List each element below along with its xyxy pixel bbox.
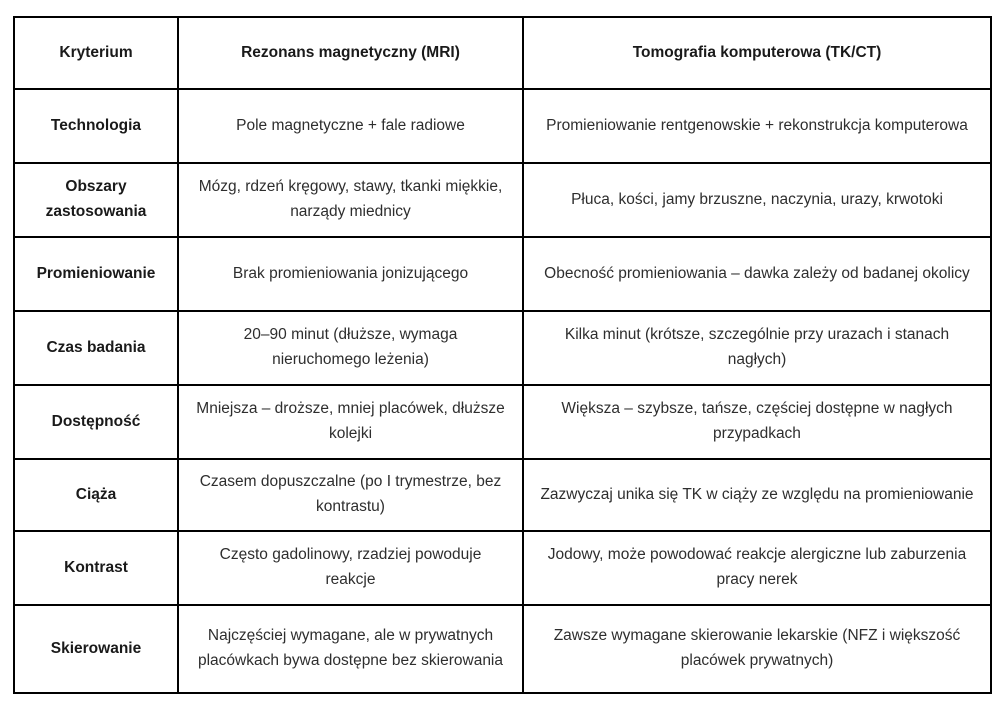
row-criterion: Kontrast (14, 531, 178, 605)
table-row-ciaza (14, 459, 991, 531)
mri-cell: Najczęściej wymagane, ale w prywatnych placówkach bywa dostępne bez skierowania (178, 605, 523, 693)
header-mri: Rezonans magnetyczny (MRI) (178, 17, 523, 89)
table-row-kontrast (14, 531, 991, 605)
ct-cell: Promieniowanie rentgenowskie + rekonstrukcja komputerowa (523, 89, 991, 163)
mri-ct-comparison-table (13, 16, 992, 694)
ct-cell: Zawsze wymagane skierowanie lekarskie (NFZ i większość placówek prywatnych) (523, 605, 991, 693)
mri-cell: Pole magnetyczne + fale radiowe (178, 89, 523, 163)
table-row-dostepnosc (14, 385, 991, 459)
row-criterion: Skierowanie (14, 605, 178, 693)
header-row (14, 17, 991, 89)
row-criterion: Czas badania (14, 311, 178, 385)
table-row-technologia (14, 89, 991, 163)
table-row-czas-badania (14, 311, 991, 385)
ct-cell: Większa – szybsze, tańsze, częściej dostępne w nagłych przypadkach (523, 385, 991, 459)
row-criterion: Promieniowanie (14, 237, 178, 311)
header-criterion: Kryterium (14, 17, 178, 89)
mri-cell: Brak promieniowania jonizującego (178, 237, 523, 311)
row-criterion: Ciąża (14, 459, 178, 531)
ct-cell: Obecność promieniowania – dawka zależy od badanej okolicy (523, 237, 991, 311)
mri-cell: Mniejsza – droższe, mniej placówek, dłuższe kolejki (178, 385, 523, 459)
header-ct: Tomografia komputerowa (TK/CT) (523, 17, 991, 89)
mri-cell: Często gadolinowy, rzadziej powoduje reakcje (178, 531, 523, 605)
ct-cell: Płuca, kości, jamy brzuszne, naczynia, urazy, krwotoki (523, 163, 991, 237)
table-row-promieniowanie (14, 237, 991, 311)
ct-cell: Zazwyczaj unika się TK w ciąży ze względu na promieniowanie (523, 459, 991, 531)
row-criterion: Dostępność (14, 385, 178, 459)
mri-cell: 20–90 minut (dłuższe, wymaga nieruchomego leżenia) (178, 311, 523, 385)
row-criterion: Obszary zastosowania (14, 163, 178, 237)
ct-cell: Kilka minut (krótsze, szczególnie przy urazach i stanach nagłych) (523, 311, 991, 385)
row-criterion: Technologia (14, 89, 178, 163)
ct-cell: Jodowy, może powodować reakcje alergiczne lub zaburzenia pracy nerek (523, 531, 991, 605)
table-row-skierowanie (14, 605, 991, 693)
table-row-obszary-zastosowania (14, 163, 991, 237)
mri-cell: Mózg, rdzeń kręgowy, stawy, tkanki miękkie, narządy miednicy (178, 163, 523, 237)
mri-cell: Czasem dopuszczalne (po I trymestrze, bez kontrastu) (178, 459, 523, 531)
